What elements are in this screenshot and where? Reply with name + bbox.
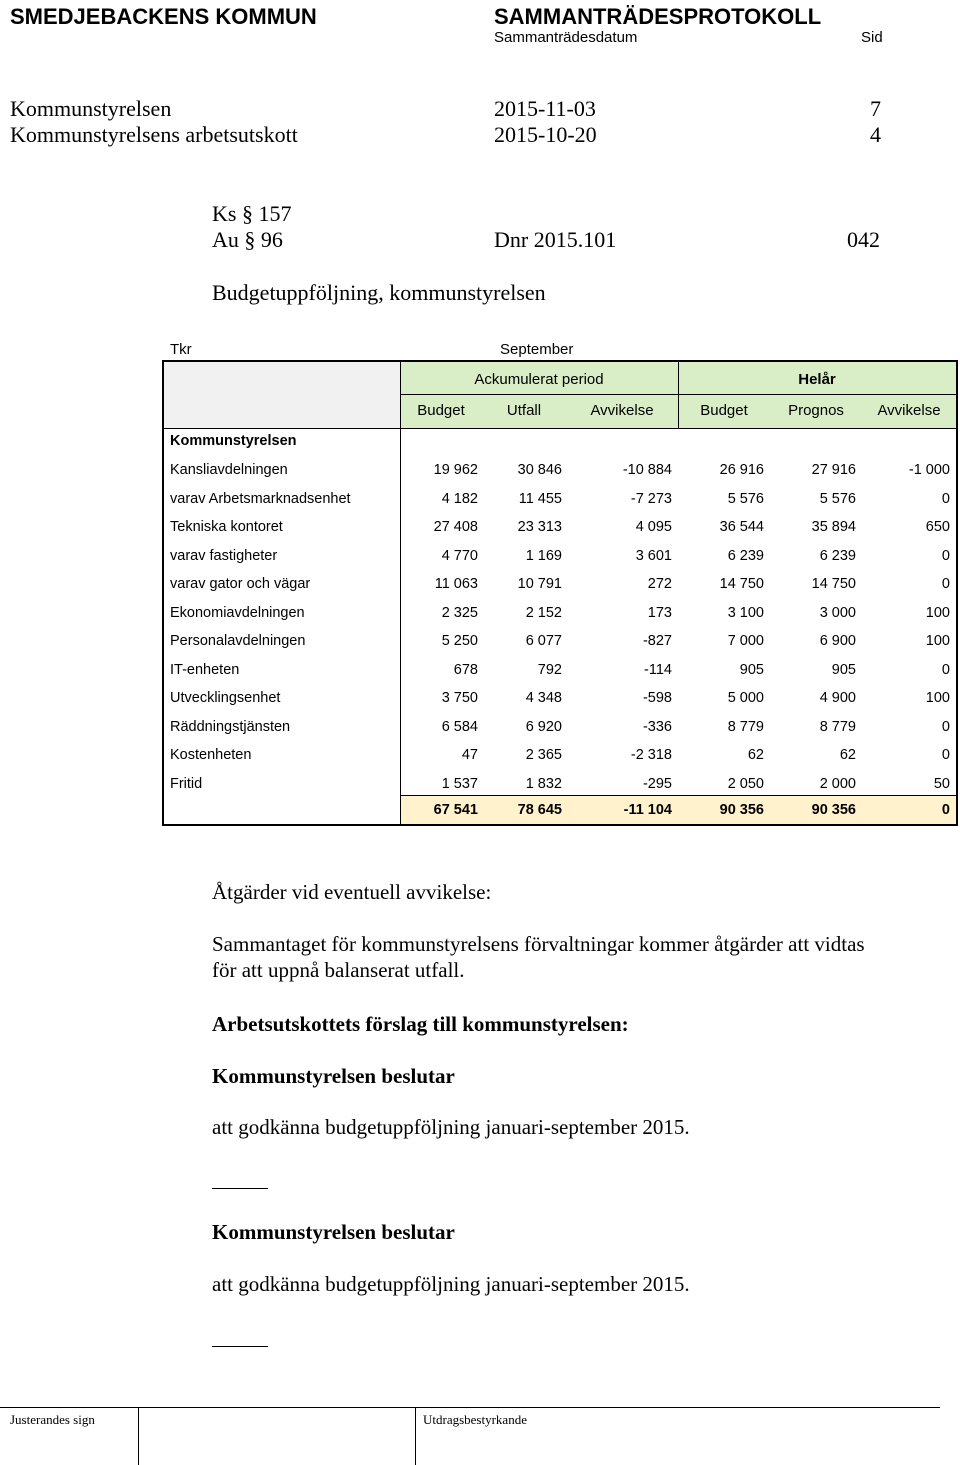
table-cell: 6 239 — [819, 547, 856, 564]
total-cell: -11 104 — [623, 802, 672, 818]
divider-rule — [212, 1188, 268, 1189]
column-header: Avvikelse — [877, 402, 941, 419]
row-label: IT-enheten — [170, 661, 240, 678]
table-cell: 1 832 — [525, 775, 562, 792]
action-heading: Åtgärder vid eventuell avvikelse: — [212, 880, 492, 904]
table-cell: 3 100 — [727, 604, 764, 621]
table-cell: 23 313 — [517, 519, 562, 535]
table-cell: 8 779 — [727, 718, 764, 735]
table-cell: 0 — [941, 661, 950, 678]
meeting-page: 7 — [870, 96, 881, 121]
table-cell: -827 — [642, 633, 672, 649]
table-period: September — [500, 341, 574, 358]
section-label: Kommunstyrelsen — [170, 433, 297, 449]
table-cell: 650 — [925, 519, 950, 535]
table-cell: 4 348 — [525, 690, 562, 706]
decision-text: att godkänna budgetuppföljning januari-september 2015. — [212, 1115, 690, 1139]
table-cell: -1 000 — [908, 462, 950, 478]
table-cell: 5 576 — [727, 490, 764, 507]
meeting-date: 2015-11-03 — [494, 96, 596, 121]
row-label: varav Arbetsmarknadsenhet — [170, 490, 351, 507]
table-cell: -295 — [642, 775, 672, 792]
table-cell: 905 — [831, 661, 856, 678]
table-cell: 2 000 — [819, 775, 856, 792]
column-header: Budget — [700, 402, 748, 419]
footer-divider — [415, 1407, 416, 1465]
meeting-page: 4 — [870, 122, 881, 147]
certify-label: Utdragsbestyrkande — [423, 1412, 527, 1427]
column-header: Prognos — [788, 402, 844, 419]
table-cell: -336 — [642, 718, 672, 735]
total-cell: 90 356 — [719, 802, 764, 818]
table-cell: 47 — [461, 747, 478, 763]
table-cell: 4 095 — [635, 519, 672, 535]
divider-rule — [212, 1346, 268, 1347]
column-header: Avvikelse — [590, 402, 654, 419]
au-paragraph-number: Au § 96 — [212, 227, 283, 252]
table-cell: 62 — [747, 747, 764, 763]
table-cell: 5 250 — [441, 633, 478, 649]
table-cell: 3 750 — [441, 690, 478, 706]
action-text: för att uppnå balanserat utfall. — [212, 958, 465, 982]
table-cell: 7 000 — [727, 633, 764, 649]
table-cell: 905 — [739, 661, 764, 678]
table-cell: 6 584 — [441, 718, 478, 735]
row-label: Tekniska kontoret — [170, 519, 283, 535]
table-cell: 27 408 — [433, 519, 478, 535]
budget-table — [162, 360, 958, 826]
table-cell: 35 894 — [811, 519, 856, 535]
proposal-heading: Arbetsutskottets förslag till kommunstyrelsen: — [212, 1012, 629, 1036]
group-header-accumulated: Ackumulerat period — [474, 371, 604, 388]
table-cell: 0 — [941, 490, 950, 507]
table-cell: 4 900 — [819, 690, 856, 706]
row-label: Räddningstjänsten — [170, 718, 291, 735]
table-cell: 50 — [933, 775, 950, 792]
table-cell: 678 — [453, 661, 478, 678]
total-cell: 67 541 — [433, 802, 478, 818]
row-label: varav fastigheter — [170, 547, 278, 564]
meeting-body: Kommunstyrelsens arbetsutskott — [10, 122, 298, 147]
table-cell: 6 239 — [727, 547, 764, 564]
table-cell: 4 770 — [441, 547, 478, 564]
table-cell: 3 000 — [819, 604, 856, 621]
table-cell: -7 273 — [630, 490, 672, 507]
table-cell: 2 365 — [525, 747, 562, 763]
table-cell: 14 750 — [719, 576, 764, 592]
total-cell: 0 — [941, 802, 950, 818]
decision-text: att godkänna budgetuppföljning januari-september 2015. — [212, 1272, 690, 1296]
header-band — [164, 362, 400, 428]
table-cell: -2 318 — [630, 747, 672, 763]
decision-heading: Kommunstyrelsen beslutar — [212, 1064, 455, 1088]
table-cell: -598 — [642, 690, 672, 706]
row-label: Utvecklingsenhet — [170, 690, 281, 706]
org-name: SMEDJEBACKENS KOMMUN — [10, 4, 317, 29]
table-cell: 14 750 — [811, 576, 856, 592]
date-column-label: Sammanträdesdatum — [494, 29, 638, 46]
table-cell: 30 846 — [517, 462, 562, 478]
row-label: varav gator och vägar — [170, 576, 311, 592]
row-label: Ekonomiavdelningen — [170, 604, 305, 621]
table-cell: 11 455 — [518, 490, 562, 507]
table-cell: 6 920 — [525, 718, 562, 735]
table-cell: 173 — [647, 604, 672, 621]
total-cell: 78 645 — [517, 802, 562, 818]
table-cell: 2 050 — [727, 775, 764, 792]
ks-paragraph-number: Ks § 157 — [212, 201, 292, 226]
case-code: 042 — [847, 227, 880, 252]
table-cell: 100 — [925, 633, 950, 649]
diary-number: Dnr 2015.101 — [494, 227, 617, 252]
table-cell: 0 — [941, 547, 950, 564]
column-header: Budget — [417, 402, 465, 419]
action-text: Sammantaget för kommunstyrelsens förvaltningar kommer åtgärder att vidtas — [212, 932, 865, 956]
table-cell: 11 063 — [434, 576, 478, 592]
document-type: SAMMANTRÄDESPROTOKOLL — [494, 4, 822, 29]
table-cell: 36 544 — [719, 519, 764, 535]
row-label: Kostenheten — [170, 747, 252, 763]
table-cell: 19 962 — [433, 462, 478, 478]
table-cell: -10 884 — [622, 462, 672, 478]
footer-divider — [138, 1407, 139, 1465]
table-cell: 62 — [839, 747, 856, 763]
table-cell: 8 779 — [819, 718, 856, 735]
table-cell: 1 169 — [525, 547, 562, 564]
column-header: Utfall — [506, 402, 542, 419]
table-unit: Tkr — [170, 341, 192, 358]
row-label: Fritid — [170, 775, 203, 792]
table-cell: 5 000 — [727, 690, 764, 706]
table-cell: 6 900 — [819, 633, 856, 649]
decision-heading: Kommunstyrelsen beslutar — [212, 1220, 455, 1244]
table-cell: 3 601 — [635, 547, 672, 564]
table-cell: 100 — [925, 604, 950, 621]
table-cell: 26 916 — [719, 462, 764, 478]
row-label: Kansliavdelningen — [170, 462, 288, 478]
sign-label: Justerandes sign — [10, 1412, 95, 1427]
total-cell: 90 356 — [811, 802, 856, 818]
table-cell: 4 182 — [441, 490, 478, 507]
table-cell: 10 791 — [517, 576, 562, 592]
meeting-date: 2015-10-20 — [494, 122, 597, 147]
table-cell: 2 325 — [441, 604, 478, 621]
table-cell: 100 — [925, 690, 950, 706]
table-cell: 5 576 — [819, 490, 856, 507]
table-cell: 2 152 — [525, 604, 562, 621]
table-cell: 27 916 — [811, 462, 856, 478]
row-label: Personalavdelningen — [170, 633, 306, 649]
table-cell: 0 — [941, 718, 950, 735]
table-cell: 792 — [537, 661, 562, 678]
table-cell: 0 — [941, 576, 950, 592]
table-cell: -114 — [644, 661, 672, 678]
meeting-body: Kommunstyrelsen — [10, 96, 172, 121]
page-column-label: Sid — [861, 29, 883, 46]
footer-rule — [0, 1407, 940, 1408]
group-header-full-year: Helår — [798, 371, 836, 388]
table-cell: 272 — [647, 576, 672, 592]
table-cell: 6 077 — [525, 633, 562, 649]
case-title: Budgetuppföljning, kommunstyrelsen — [212, 280, 546, 305]
table-cell: 1 537 — [441, 775, 478, 792]
table-cell: 0 — [941, 747, 950, 763]
